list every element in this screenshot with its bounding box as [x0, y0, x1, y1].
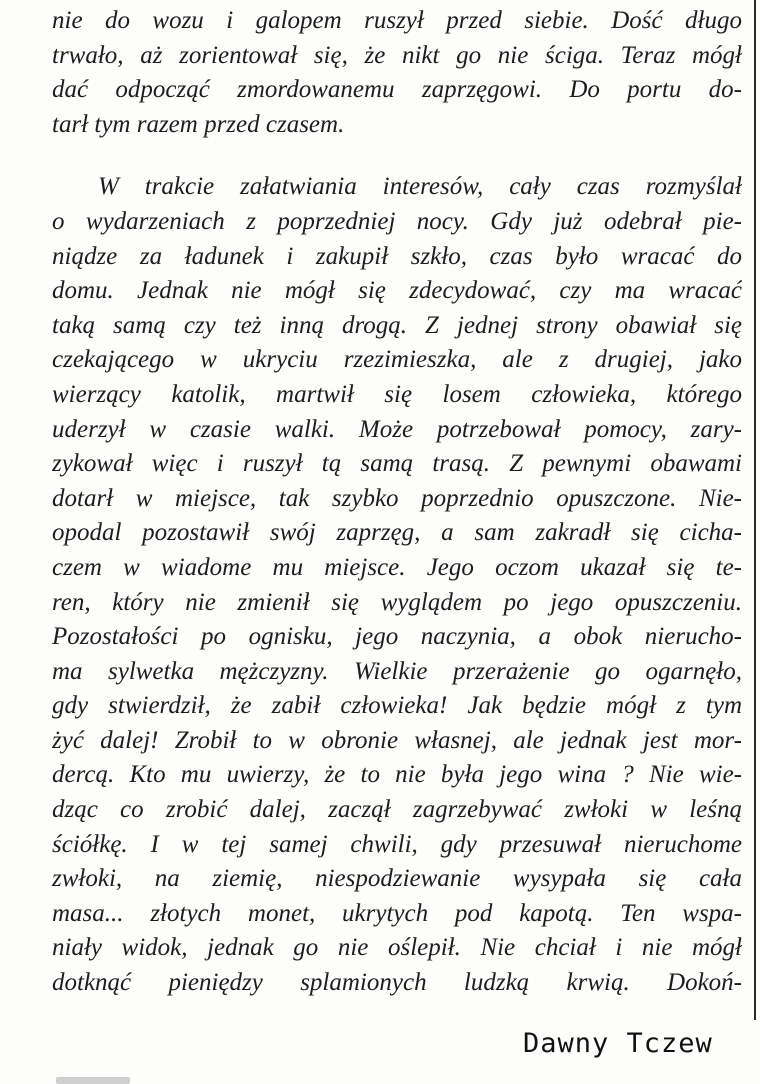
text-line: wierzący katolik, martwił się losem człowieka, którego — [52, 380, 742, 408]
text-line: zykował więc i ruszył tą samą trasą. Z pewnymi obawami — [52, 450, 742, 478]
text-line: niądze za ładunek i zakupił szkło, czas było wracać do — [52, 242, 742, 270]
watermark-text: Dawny Tczew — [523, 1028, 713, 1059]
paragraph-gap — [52, 142, 742, 170]
text-line: taką samą czy też inną drogą. Z jednej strony obawiał się — [52, 311, 742, 339]
text-line: czem w wiadome mu miejsce. Jego oczom ukazał się te- — [52, 553, 742, 581]
text-line: czekającego w ukryciu rzezimieszka, ale z drugiej, jako — [52, 346, 742, 374]
text-line: dercą. Kto mu uwierzy, że to nie była jego wina ? Nie wie- — [52, 761, 742, 789]
text-line: dotarł w miejsce, tak szybko poprzednio opuszczone. Nie- — [52, 484, 742, 512]
text-line: tarł tym razem przed czasem. — [52, 110, 345, 138]
text-line: ma sylwetka mężczyzny. Wielkie przerażenie go ogarnęło, — [52, 657, 742, 685]
page-number-fragment — [56, 1077, 130, 1084]
text-line: masa... złotych monet, ukrytych pod kapotą. Ten wspa- — [52, 899, 742, 927]
body-text — [52, 4, 742, 1001]
text-line: uderzył w czasie walki. Może potrzebował pomocy, zary- — [52, 415, 742, 443]
text-line: niały widok, jednak go nie oślepił. Nie chciał i nie mógł — [52, 934, 742, 962]
text-line: dząc co zrobić dalej, zaczął zagrzebywać zwłoki w leśną — [52, 796, 742, 824]
text-line: nie do wozu i galopem ruszył przed siebie. Dość długo — [52, 7, 742, 34]
text-line: o wydarzeniach z poprzedniej nocy. Gdy już odebrał pie- — [52, 207, 742, 235]
text-line: trwało, aż zorientował się, że nikt go nie ściga. Teraz mógł — [52, 41, 742, 69]
text-line: ściółkę. I w tej samej chwili, gdy przesuwał nieruchome — [52, 830, 742, 858]
text-line: Pozostałości po ognisku, jego naczynia, a obok nierucho- — [52, 623, 742, 651]
text-line: dać odpocząć zmordowanemu zaprzęgowi. Do portu do- — [52, 76, 742, 104]
text-line: gdy stwierdził, że zabił człowieka! Jak będzie mógł z tym — [52, 692, 742, 720]
paragraph — [52, 170, 742, 1000]
text-line: żyć dalej! Zrobił to w obronie własnej, ale jednak jest mor- — [52, 726, 742, 754]
page-edge-rule — [754, 0, 756, 1020]
text-line: W trakcie załatwiania interesów, cały czas rozmyślał — [98, 173, 742, 201]
paragraph — [52, 4, 742, 142]
text-line: domu. Jednak nie mógł się zdecydować, czy ma wracać — [52, 277, 742, 305]
text-line: ren, który nie zmienił się wyglądem po jego opuszczeniu. — [52, 588, 742, 616]
text-line: dotknąć pieniędzy splamionych ludzką krwią. Dokoń- — [52, 969, 742, 997]
text-line: opodal pozostawił swój zaprzęg, a sam zakradł się cicha- — [52, 519, 742, 547]
text-line: zwłoki, na ziemię, niespodziewanie wysypała się cała — [52, 865, 742, 893]
